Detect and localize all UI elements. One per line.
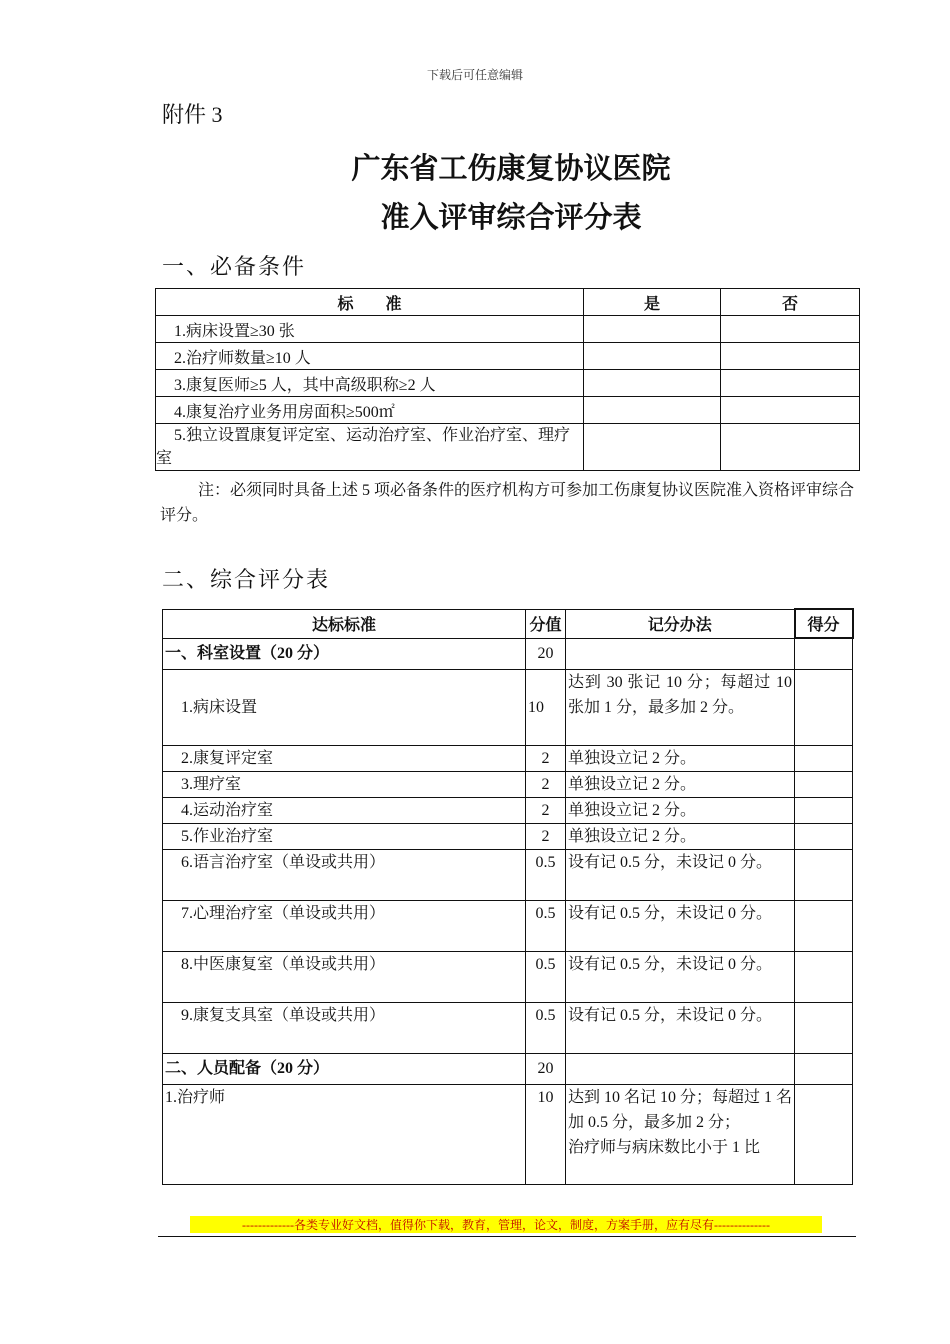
item-cell: 8.中医康复室（单设或共用）	[163, 951, 526, 1002]
footer-divider	[158, 1236, 856, 1237]
method-text-continued: 治疗师与病床数比小于 1 比	[568, 1138, 761, 1156]
document-title-line1: 广东省工伤康复协议医院	[351, 151, 671, 185]
value-cell: 2	[526, 797, 566, 823]
document-title-line2: 准入评审综合评分表	[380, 200, 642, 234]
method-text: 达到 10 名记 10 分；每超过 1 名加 0.5 分，最多加 2 分；	[568, 1088, 793, 1131]
table-row	[163, 771, 853, 797]
group-row	[163, 638, 853, 669]
table-row	[163, 1002, 853, 1053]
yes-cell	[584, 370, 721, 397]
condition-cell: 5.独立设置康复评定室、运动治疗室、作业治疗室、理疗室	[156, 424, 584, 471]
value-cell: 0.5	[526, 1002, 566, 1053]
column-header-score: 得分	[795, 609, 853, 638]
item-cell: 6.语言治疗室（单设或共用）	[163, 849, 526, 900]
method-cell: 达到 30 张记 10 分；每超过 10 张加 1 分，最多加 2 分。	[566, 669, 795, 745]
column-header-no: 否	[721, 289, 860, 316]
score-cell	[795, 797, 853, 823]
yes-cell	[584, 343, 721, 370]
score-cell	[795, 951, 853, 1002]
footer-banner: -------------各类专业好文档，值得你下载，教育，管理，论文，制度，方案手册，应有尽有--------------	[190, 1216, 822, 1233]
method-cell: 设有记 0.5 分，未设记 0 分。	[566, 951, 795, 1002]
table-header-row	[156, 289, 860, 316]
yes-cell	[584, 316, 721, 343]
item-cell: 2.康复评定室	[163, 745, 526, 771]
method-cell: 单独设立记 2 分。	[566, 745, 795, 771]
score-cell	[795, 771, 853, 797]
attachment-label: 附件 3	[162, 102, 223, 127]
condition-cell: 3.康复医师≥5 人，其中高级职称≥2 人	[156, 370, 584, 397]
method-cell: 设有记 0.5 分，未设记 0 分。	[566, 900, 795, 951]
group-value: 20	[526, 638, 566, 669]
value-cell: 2	[526, 745, 566, 771]
table-row	[163, 849, 853, 900]
method-cell: 单独设立记 2 分。	[566, 771, 795, 797]
method-cell: 设有记 0.5 分，未设记 0 分。	[566, 849, 795, 900]
method-cell: 设有记 0.5 分，未设记 0 分。	[566, 1002, 795, 1053]
value-cell: 0.5	[526, 951, 566, 1002]
table-row	[163, 900, 853, 951]
method-cell: 单独设立记 2 分。	[566, 823, 795, 849]
score-cell	[795, 1084, 853, 1184]
table-row	[163, 797, 853, 823]
value-cell: 10	[526, 669, 566, 745]
no-cell	[721, 397, 860, 424]
no-cell	[721, 370, 860, 397]
value-cell: 0.5	[526, 900, 566, 951]
table-row	[163, 823, 853, 849]
method-cell	[566, 1053, 795, 1084]
score-cell	[795, 849, 853, 900]
score-cell	[795, 823, 853, 849]
score-cell	[795, 745, 853, 771]
method-cell	[566, 1084, 795, 1184]
table-row	[156, 343, 860, 370]
score-cell	[795, 1002, 853, 1053]
item-cell: 1.病床设置	[163, 669, 526, 745]
column-header-method: 记分办法	[566, 609, 795, 638]
table-row	[163, 745, 853, 771]
condition-cell: 1.病床设置≥30 张	[156, 316, 584, 343]
table-row	[163, 669, 853, 745]
no-cell	[721, 316, 860, 343]
table-row	[156, 424, 860, 471]
table-row	[156, 370, 860, 397]
item-cell: 9.康复支具室（单设或共用）	[163, 1002, 526, 1053]
group-label: 一、科室设置（20 分）	[163, 638, 526, 669]
column-header-yes: 是	[584, 289, 721, 316]
section1-heading: 一、必备条件	[162, 254, 307, 279]
section1-note: 注：必须同时具备上述 5 项必备条件的医疗机构方可参加工伤康复协议医院准入资格评审综合评分。	[160, 482, 855, 524]
method-cell	[566, 638, 795, 669]
scoring-table	[162, 608, 854, 1185]
table-row	[163, 1084, 853, 1184]
value-cell: 10	[526, 1084, 566, 1184]
column-header-standard: 标 准	[156, 289, 584, 316]
yes-cell	[584, 397, 721, 424]
table-row	[156, 316, 860, 343]
section2-heading: 二、综合评分表	[162, 567, 331, 592]
column-header-standard: 达标标准	[163, 609, 526, 638]
no-cell	[721, 343, 860, 370]
value-cell: 2	[526, 823, 566, 849]
item-cell: 5.作业治疗室	[163, 823, 526, 849]
method-cell: 单独设立记 2 分。	[566, 797, 795, 823]
value-cell: 2	[526, 771, 566, 797]
score-cell	[795, 1053, 853, 1084]
condition-cell: 2.治疗师数量≥10 人	[156, 343, 584, 370]
no-cell	[721, 424, 860, 471]
item-cell: 7.心理治疗室（单设或共用）	[163, 900, 526, 951]
score-cell	[795, 669, 853, 745]
table-row	[163, 951, 853, 1002]
column-header-value: 分值	[526, 609, 566, 638]
group-value: 20	[526, 1053, 566, 1084]
yes-cell	[584, 424, 721, 471]
group-row	[163, 1053, 853, 1084]
header-note: 下载后可任意编辑	[426, 68, 523, 82]
item-cell: 3.理疗室	[163, 771, 526, 797]
score-cell	[795, 638, 853, 669]
group-label: 二、人员配备（20 分）	[163, 1053, 526, 1084]
table-header-row	[163, 609, 853, 638]
value-cell: 0.5	[526, 849, 566, 900]
required-conditions-table	[155, 288, 860, 471]
score-cell	[795, 900, 853, 951]
table-row	[156, 397, 860, 424]
item-cell: 1.治疗师	[163, 1084, 526, 1184]
condition-cell: 4.康复治疗业务用房面积≥500㎡	[156, 397, 584, 424]
item-cell: 4.运动治疗室	[163, 797, 526, 823]
